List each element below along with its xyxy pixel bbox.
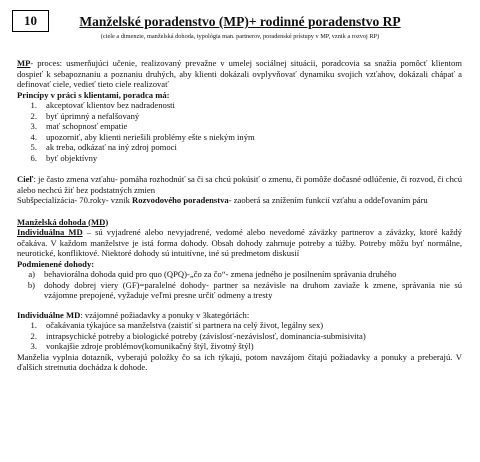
spacer <box>17 206 462 217</box>
list-item: 2. byť úprimný a nefalšovaný <box>30 110 140 121</box>
list-item: 3. mať schopnosť empatie <box>30 121 128 131</box>
list-item: a) behaviorálna dohoda quid pro quo (QPQ)-„čo za čo“- zmena jedného je posilnením správania druhého <box>28 269 397 279</box>
mp-label: MP <box>17 58 31 68</box>
ciel-paragraph <box>17 174 462 195</box>
list-item: 1. očakávania týkajúce sa manželstva (zaistiť si partnera na celý život, legálny sex) <box>30 320 324 330</box>
list-item: 3. vonkajšie zdroje problémov(komunikačný štýl, životný štýl) <box>30 341 254 351</box>
list-item: 6. byť objektívny <box>30 152 98 163</box>
ind-md-paragraph: Individuálne MD: vzájomné požiadavky a ponuky v 3kategóriách: <box>17 309 250 320</box>
principles-list <box>17 100 462 163</box>
dohoda-paragraph: Individuálna MD – sú vyjadrené alebo nevyjadrené, vedomé alebo nevedomé záväzky partnerov a záväzky, ktoré každý očakáva. V každom manželstve je istá forma dohody. Obsah dohody zahrnuje potreby a túžby. Potreby môžu byť normálne, neurotické, konfliktové. Niektoré dohody sú intuitívne, iné sú predmetom diskusií <box>17 227 462 258</box>
list-item: 5. ak treba, odkázať na iný zdroj pomoci <box>30 142 177 152</box>
spacer <box>17 163 462 174</box>
ind-md-label: Individuálne MD <box>17 309 81 320</box>
ind-md-list <box>17 320 462 352</box>
document-subtitle: (ciele a dimenzie, manželská dohoda, typológia man. partnerov, poradenské prístupy v MP, vznik a rozvoj RP) <box>100 33 380 40</box>
ind-md-closing: Manželia vyplnia dotazník, vyberajú položky čo sa ich týkajú, potom navzájom čítajú požiadavky a ponuky a preberajú. V ďalších stretnutia dochádza k dohode. <box>17 351 462 372</box>
spacer <box>17 301 462 310</box>
dohoda-heading: Manželská dohoda (MD) <box>17 216 109 227</box>
document-title: Manželské poradenstvo (MP)+ rodinné poradenstvo RP <box>79 14 401 29</box>
conditional-heading: Podmienené dohody: <box>17 258 95 269</box>
subspecializacia-paragraph: Subšpecializácia- 70.roky- vznik Rozvodového poradenstva- zaoberá sa znížením funkcií vzťahu a oddeľovaním páru <box>17 195 428 205</box>
mp-paragraph <box>17 58 462 90</box>
page-number-box: 10 <box>12 10 49 32</box>
mp-text: - proces: usmerňujúci učenie, realizovaný prevažne v umelej sociálnej situácii, poradcovia sa snažia pomôcť klientom dospieť k sebapoznaniu a poznaniu druhých, aby klienti dokázali ovplyvňovať dynamiku svojich vzťahov, dokázali chápať a definovať ciele, vedieť tieto ciele realizovať <box>17 58 462 89</box>
list-item: 1. akceptovať klientov bez nadradenosti <box>30 100 175 110</box>
list-item: 2. intrapsychické potreby a biologické potreby (závislosť-nezávislosť, dominancia-submisivita) <box>30 330 366 341</box>
list-item: 4. upozorniť, aby klienti neriešili problémy ešte s niekým iným <box>30 131 255 142</box>
conditional-list <box>17 269 462 301</box>
list-item: b) dohody dobrej viery (GF)=paralelné dohody- partner sa nezávisle na druhom zaviaže k zmene, správania nie sú vzájomne prepojené, vyžaduje veľmi presne určiť odmeny a tresty <box>27 279 462 300</box>
principles-heading: Princípy v práci s klientami, poradca má: <box>17 89 170 100</box>
ciel-text: : je často zmena vzťahu- pomáha rozhodnúť sa či sa chcú pokúsiť o zmenu, či pomôže dočasné odlúčenie, či rozvod, či chcú alebo nechcú žiť bez podstatných zmien <box>17 174 462 195</box>
ciel-label: Cieľ <box>17 174 34 184</box>
document-body <box>17 58 462 373</box>
dohoda-ind-label: Individuálna MD <box>17 227 83 237</box>
